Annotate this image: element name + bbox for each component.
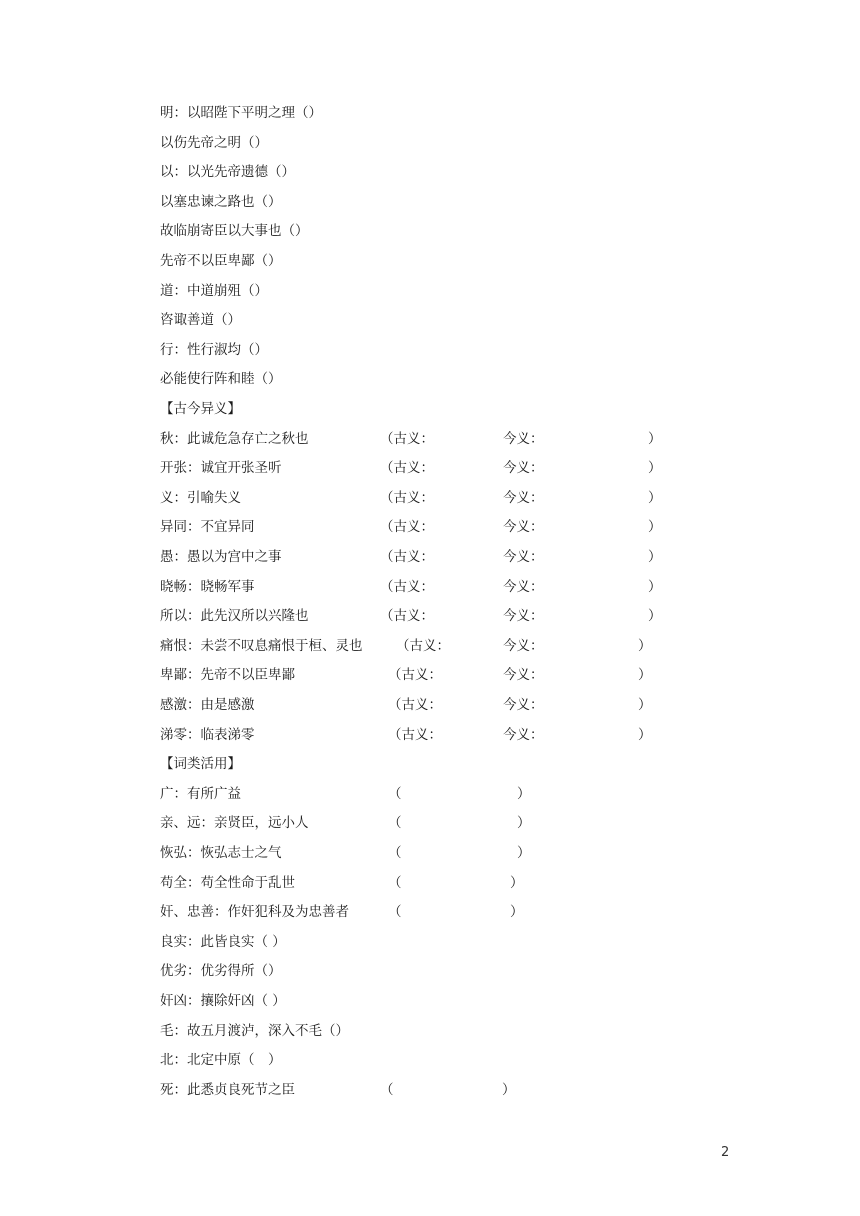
closing-bracket: ） [517, 785, 531, 802]
modern-meaning-label: 今义： [503, 460, 544, 477]
closing-bracket: ） [648, 578, 662, 595]
line-text: 以塞忠谏之路也（） [160, 193, 282, 210]
closing-bracket: ） [648, 489, 662, 506]
opening-bracket: （ [388, 845, 402, 861]
closing-bracket: ） [510, 904, 524, 921]
closing-bracket: ） [648, 519, 662, 536]
closing-bracket: ） [638, 667, 652, 684]
line-text: 苟全：苟全性命于乱世 [160, 874, 295, 891]
modern-meaning-label: 今义： [503, 489, 544, 506]
ancient-meaning-label: （古义： [380, 489, 434, 506]
opening-bracket: （ [380, 1081, 394, 1098]
line-text: 【词类活用】 [160, 756, 241, 773]
modern-meaning-label: 今义： [503, 726, 544, 743]
modern-meaning-label: 今义： [503, 430, 544, 447]
modern-meaning-label: 今义： [503, 608, 544, 625]
modern-meaning-label: 今义： [503, 697, 544, 713]
line-text: 涕零：临表涕零 [160, 726, 255, 743]
line-text: 开张：诚宜开张圣听 [160, 460, 282, 477]
ancient-meaning-label: （古义： [380, 608, 434, 625]
line-text: 死：此悉贞良死节之臣 [160, 1081, 295, 1098]
ancient-meaning-label: （古义： [380, 519, 434, 536]
line-text: 愚：愚以为宫中之事 [160, 549, 282, 565]
line-text: 晓畅：晓畅军事 [160, 578, 255, 595]
modern-meaning-label: 今义： [503, 578, 544, 595]
line-text: 明：以昭陛下平明之理（） [160, 105, 322, 121]
closing-bracket: ） [648, 430, 662, 447]
ancient-meaning-label: （古义： [396, 637, 450, 654]
closing-bracket: ） [502, 1081, 516, 1098]
ancient-meaning-label: （古义： [388, 726, 442, 743]
opening-bracket: （ [388, 874, 402, 891]
line-text: 痛恨：未尝不叹息痛恨于桓、灵也 [160, 637, 363, 654]
opening-bracket: （ [388, 904, 402, 921]
line-text: 奸、忠善：作奸犯科及为忠善者 [160, 904, 349, 921]
ancient-meaning-label: （古义： [380, 430, 434, 447]
page-number: 2 [721, 1145, 730, 1160]
line-text: 亲、远：亲贤臣，远小人 [160, 815, 309, 832]
line-text: 广：有所广益 [160, 785, 241, 802]
line-text: 道：中道崩殂（） [160, 282, 268, 299]
ancient-meaning-label: （古义： [388, 667, 442, 684]
modern-meaning-label: 今义： [503, 637, 544, 654]
line-text: 故临崩寄臣以大事也（） [160, 223, 309, 240]
line-text: 以伤先帝之明（） [160, 134, 268, 151]
modern-meaning-label: 今义： [503, 667, 544, 684]
line-text: 行：性行淑均（） [160, 341, 268, 358]
opening-bracket: （ [388, 785, 402, 802]
opening-bracket: （ [388, 815, 402, 832]
closing-bracket: ） [648, 549, 662, 565]
ancient-meaning-label: （古义： [380, 549, 434, 565]
line-text: 义：引喻失义 [160, 489, 241, 506]
closing-bracket: ） [517, 815, 531, 832]
ancient-meaning-label: （古义： [380, 578, 434, 595]
closing-bracket: ） [638, 726, 652, 743]
line-text: 秋：此诚危急存亡之秋也 [160, 430, 309, 447]
modern-meaning-label: 今义： [503, 549, 544, 565]
line-text: 良实：此皆良实（ ） [160, 933, 286, 950]
line-text: 先帝不以臣卑鄙（） [160, 253, 282, 269]
line-text: 奸凶：攘除奸凶（ ） [160, 993, 286, 1009]
line-text: 感激：由是感激 [160, 697, 255, 713]
closing-bracket: ） [638, 697, 652, 713]
ancient-meaning-label: （古义： [388, 697, 442, 713]
line-text: 咨诹善道（） [160, 312, 241, 329]
closing-bracket: ） [648, 460, 662, 477]
line-text: 毛：故五月渡泸，深入不毛（） [160, 1022, 349, 1039]
ancient-meaning-label: （古义： [380, 460, 434, 477]
closing-bracket: ） [517, 845, 531, 861]
line-text: 优劣：优劣得所（） [160, 963, 282, 980]
line-text: 以：以光先帝遗德（） [160, 164, 295, 181]
line-text: 必能使行阵和睦（） [160, 371, 282, 388]
line-text: 卑鄙：先帝不以臣卑鄙 [160, 667, 295, 684]
line-text: 异同：不宜异同 [160, 519, 255, 536]
line-text: 所以：此先汉所以兴隆也 [160, 608, 309, 625]
closing-bracket: ） [638, 637, 652, 654]
closing-bracket: ） [510, 874, 524, 891]
modern-meaning-label: 今义： [503, 519, 544, 536]
line-text: 【古今异义】 [160, 401, 241, 417]
line-text: 北：北定中原（ ） [160, 1052, 282, 1069]
line-text: 恢弘：恢弘志士之气 [160, 845, 282, 861]
closing-bracket: ） [648, 608, 662, 625]
